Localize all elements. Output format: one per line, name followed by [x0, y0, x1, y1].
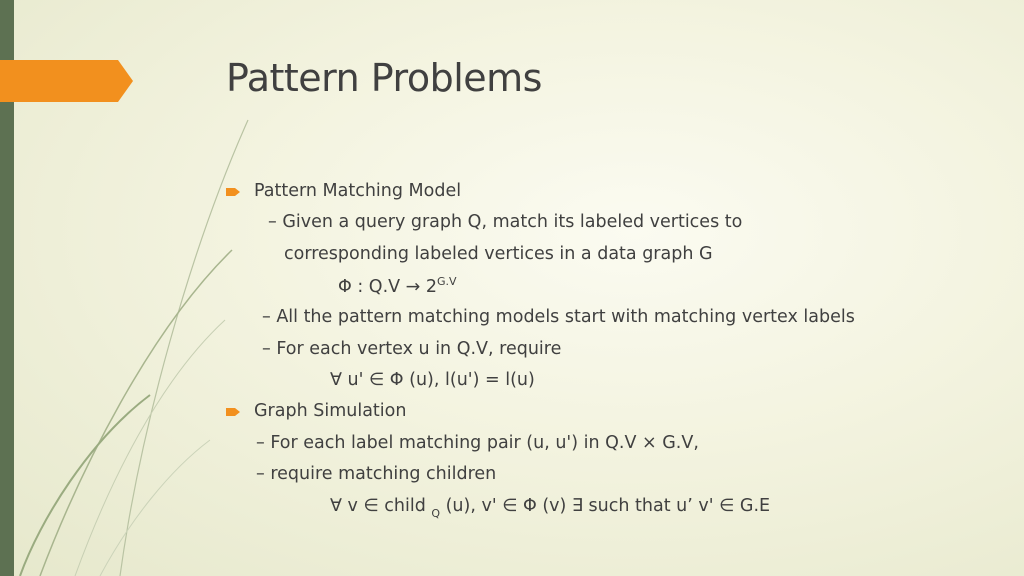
sub-line-corresponding: corresponding labeled vertices in a data graph G [284, 244, 713, 264]
bullet-graph-simulation: Graph Simulation [254, 401, 407, 421]
slide-title: Pattern Problems [226, 56, 542, 100]
formula-child-condition [330, 496, 770, 520]
bullet-arrow-icon [226, 408, 240, 416]
formula-child-sub: Q [431, 507, 441, 520]
bullet-arrow-icon [226, 188, 240, 196]
formula-phi-sup: G.V [437, 275, 457, 288]
sub-line-each-vertex: – For each vertex u in Q.V, require [262, 339, 562, 359]
sub-line-label-matching-pair: – For each label matching pair (u, u') in Q.V × G.V, [256, 433, 699, 453]
sub-line-all-models: – All the pattern matching models start with matching vertex labels [262, 307, 855, 327]
formula-child-pre: ∀ v ∈ child [330, 496, 432, 516]
formula-child-post: (u), v' ∈ Φ (v) ∃ such that u’ v' ∈ G.E [440, 496, 771, 516]
sub-line-require-children: – require matching children [256, 464, 497, 484]
sub-line-query-graph: – Given a query graph Q, match its labeled vertices to [268, 212, 743, 232]
bullet-pattern-matching-model: Pattern Matching Model [254, 181, 462, 201]
formula-phi-base: Φ : Q.V → 2 [338, 277, 438, 297]
formula-phi-mapping [338, 275, 457, 297]
formula-label-equality: ∀ u' ∈ Φ (u), l(u') = l(u) [330, 370, 535, 390]
